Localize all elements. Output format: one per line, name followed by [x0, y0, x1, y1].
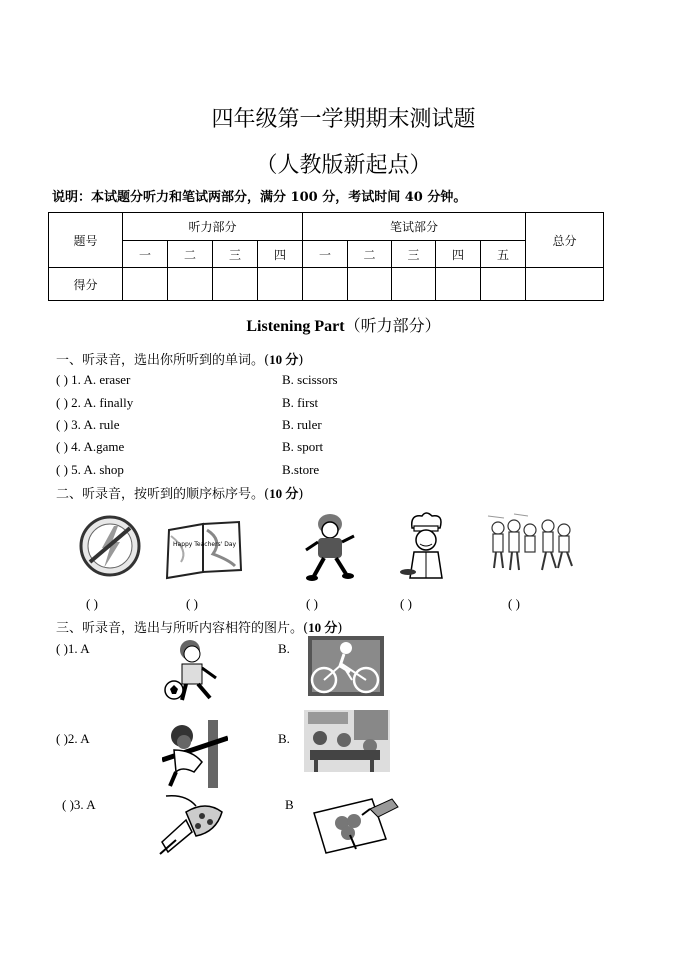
part3-points: 10 分 [308, 620, 338, 635]
row-label-number: 题号 [49, 213, 123, 268]
part3-item-1-a[interactable]: ( )1. A [56, 641, 90, 656]
part2-blank-1[interactable]: ( ) [86, 596, 98, 611]
part2-blank-4[interactable]: ( ) [400, 596, 412, 611]
part1-item-3-b[interactable]: B. ruler [282, 417, 322, 432]
section-title-cn: （听力部分） [344, 316, 441, 335]
part3-item-3-a[interactable]: ( )3. A [62, 797, 96, 812]
writing-part-header: 笔试部分 [303, 213, 526, 241]
score-cell[interactable] [258, 268, 303, 301]
row-label-score: 得分 [49, 268, 123, 301]
part1-item-4[interactable]: ( ) 4. A.game [56, 439, 125, 454]
part3-item-2-b[interactable]: B. [278, 731, 290, 746]
part2-blank-3[interactable]: ( ) [306, 596, 318, 611]
writing-part-5: 五 [481, 241, 526, 268]
score-cell[interactable] [436, 268, 481, 301]
part1-item-2-b[interactable]: B. first [282, 395, 319, 410]
score-table [48, 212, 604, 301]
listening-part-4: 四 [258, 241, 303, 268]
part2-points: 10 分 [269, 486, 299, 501]
writing-part-3: 三 [392, 241, 436, 268]
part2-blank-5[interactable]: ( ) [508, 596, 520, 611]
part1-item-1[interactable]: ( ) 1. A. eraser [56, 372, 131, 387]
part3-item-1-b[interactable]: B. [278, 641, 290, 656]
cycling-picture [308, 636, 384, 696]
chef-picture [396, 510, 456, 580]
part1-points: 10 分 [269, 352, 299, 367]
drawing-flower-picture [312, 793, 400, 855]
score-cell[interactable] [168, 268, 213, 301]
listening-part-header: 听力部分 [123, 213, 303, 241]
child-climbing-picture [162, 720, 228, 788]
score-cell[interactable] [392, 268, 436, 301]
part1-heading: 一、听录音，选出你所听到的单词。(10 分) [56, 352, 304, 368]
writing-part-1: 一 [303, 241, 348, 268]
part1-item-4-b[interactable]: B. sport [282, 439, 324, 454]
listening-part-2: 二 [168, 241, 213, 268]
score-cell[interactable] [481, 268, 526, 301]
part1-item-1-b[interactable]: B. scissors [282, 372, 338, 387]
listening-part-3: 三 [213, 241, 258, 268]
classroom-picture [304, 710, 390, 772]
score-cell[interactable] [526, 268, 604, 301]
instructions: 说明：本试题分听力和笔试两部分，满分 100 分，考试时间 40 分钟。 [52, 190, 467, 205]
total-header: 总分 [526, 213, 604, 268]
score-cell[interactable] [123, 268, 168, 301]
no-thunder-sign-picture [76, 514, 144, 578]
part2-heading: 二、听录音，按听到的顺序标序号。(10 分) [56, 486, 304, 502]
score-cell[interactable] [213, 268, 258, 301]
part1-item-5[interactable]: ( ) 5. A. shop [56, 462, 124, 477]
boy-football-picture [162, 638, 228, 706]
page-subtitle: （人教版新起点） [255, 153, 432, 178]
writing-part-2: 二 [348, 241, 392, 268]
part1-item-5-b[interactable]: B.store [282, 462, 320, 477]
part3-heading: 三、听录音，选出与所听内容相符的图片。(10 分) [56, 620, 343, 636]
writing-part-4: 四 [436, 241, 481, 268]
flower-bouquet-picture [156, 792, 228, 858]
running-boy-picture [300, 510, 360, 582]
part2-blank-2[interactable]: ( ) [186, 596, 198, 611]
listening-part-1: 一 [123, 241, 168, 268]
children-group-picture [484, 512, 576, 578]
part1-item-2[interactable]: ( ) 2. A. finally [56, 395, 134, 410]
card-text: Happy Teachers' Day [173, 541, 237, 548]
section-heading [0, 313, 687, 336]
part3-item-3-b[interactable]: B [285, 797, 294, 812]
greeting-card-picture [163, 520, 243, 580]
part1-item-3[interactable]: ( ) 3. A. rule [56, 417, 120, 432]
part3-item-2-a[interactable]: ( )2. A [56, 731, 90, 746]
page-title: 四年级第一学期期末测试题 [211, 107, 476, 132]
score-cell[interactable] [303, 268, 348, 301]
section-title-en: Listening Part [246, 318, 345, 335]
score-cell[interactable] [348, 268, 392, 301]
